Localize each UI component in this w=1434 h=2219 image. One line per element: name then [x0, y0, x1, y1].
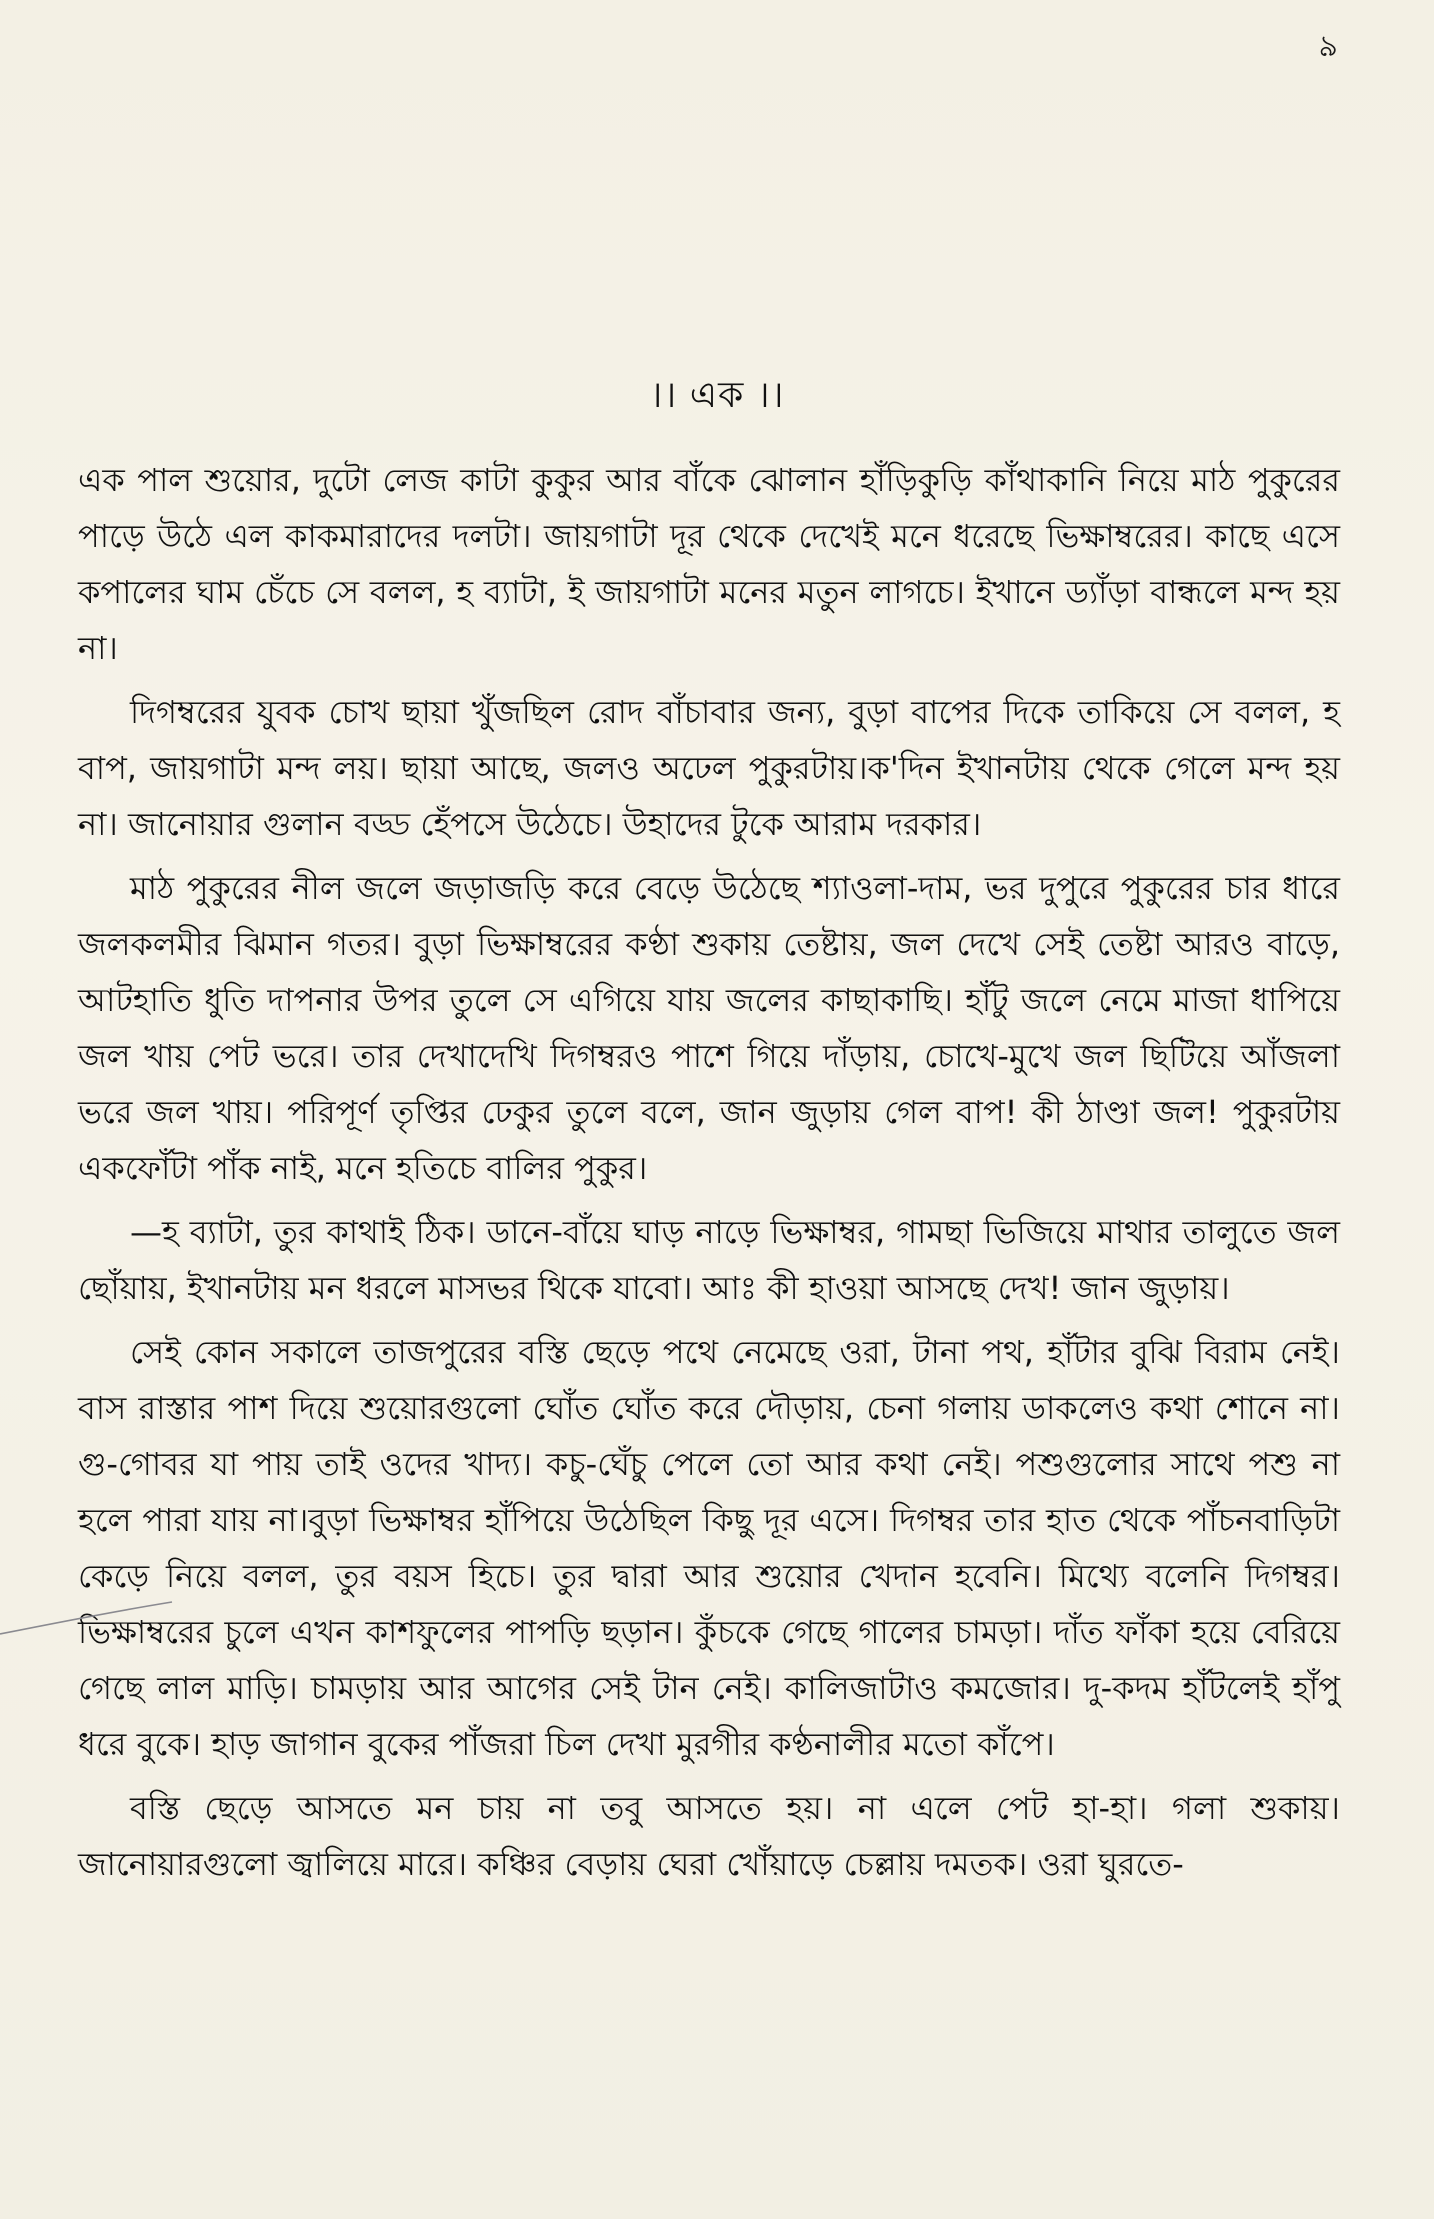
pen-stroke-mark: [0, 1598, 175, 1638]
paragraph: এক পাল শুয়োর, দুটো লেজ কাটা কুকুর আর বাঁকে ঝোলান হাঁড়িকুড়ি কাঁথাকানি নিয়ে মাঠ পুকুরের পাড়ে উঠে এল কাকমারাদের দলটা। জায়গাটা দূর থেকে দেখেই মনে ধরেছে ভিক্ষাম্বরের। কাছে এসে কপালের ঘাম চেঁচে সে বলল, হ ব্যাটা, ই জায়গাটা মনের মতুন লাগচে। ইখানে ড্যাঁড়া বান্ধলে মন্দ হয় না।: [78, 461, 1340, 667]
paragraph: —হ ব্যাটা, তুর কাথাই ঠিক। ডানে-বাঁয়ে ঘাড় নাড়ে ভিক্ষাম্বর, গামছা ভিজিয়ে মাথার তালুতে জল ছোঁয়ায়, ইখানটায় মন ধরলে মাসভর থিকে যাবো। আঃ কী হাওয়া আসছে দেখ! জান জুড়ায়।: [78, 1213, 1340, 1307]
paragraph: সেই কোন সকালে তাজপুরের বস্তি ছেড়ে পথে নেমেছে ওরা, টানা পথ, হাঁটার বুঝি বিরাম নেই। বাস রাস্তার পাশ দিয়ে শুয়োরগুলো ঘোঁত ঘোঁত করে দৌড়ায়, চেনা গলায় ডাকলেও কথা শোনে না। গু-গোবর যা পায় তাই ওদের খাদ্য। কচু-ঘেঁচু পেলে তো আর কথা নেই। পশুগুলোর সাথে পশু না হলে পারা যায় না।বুড়া ভিক্ষাম্বর হাঁপিয়ে উঠেছিল কিছু দূর এসে। দিগম্বর তার হাত থেকে পাঁচনবাড়িটা কেড়ে নিয়ে বলল, তুর বয়স হিচে। তুর দ্বারা আর শুয়োর খেদান হবেনি। মিথ্যে বলেনি দিগম্বর। ভিক্ষাম্বরের চুলে এখন কাশফুলের পাপড়ি ছড়ান। কুঁচকে গেছে গালের চামড়া। দাঁত ফাঁকা হয়ে বেরিয়ে গেছে লাল মাড়ি। চামড়ায় আর আগের সেই টান নেই। কালিজাটাও কমজোর। দু-কদম হাঁটলেই হাঁপু ধরে বুকে। হাড় জাগান বুকের পাঁজরা চিল দেখা মুরগীর কণ্ঠনালীর মতো কাঁপে।: [78, 1333, 1340, 1763]
paragraph: মাঠ পুকুরের নীল জলে জড়াজড়ি করে বেড়ে উঠেছে শ্যাওলা-দাম, ভর দুপুরে পুকুরের চার ধারে জলকলমীর ঝিমান গতর। বুড়া ভিক্ষাম্বরের কণ্ঠা শুকায় তেষ্টায়, জল দেখে সেই তেষ্টা আরও বাড়ে, আটহাতি ধুতি দাপনার উপর তুলে সে এগিয়ে যায় জলের কাছাকাছি। হাঁটু জলে নেমে মাজা ধাপিয়ে জল খায় পেট ভরে। তার দেখাদেখি দিগম্বরও পাশে গিয়ে দাঁড়ায়, চোখে-মুখে জল ছিটিয়ে আঁজলা ভরে জল খায়। পরিপূর্ণ তৃপ্তির ঢেকুর তুলে বলে, জান জুড়ায় গেল বাপ! কী ঠাণ্ডা জল! পুকুরটায় একফোঁটা পাঁক নাই, মনে হতিচে বালির পুকুর।: [78, 869, 1340, 1187]
page-number: ৯: [1318, 29, 1338, 64]
chapter-heading: ।। এক ।।: [649, 375, 785, 416]
paragraph: বস্তি ছেড়ে আসতে মন চায় না তবু আসতে হয়। না এলে পেট হা-হা। গলা শুকায়। জানোয়ারগুলো জ্বালিয়ে মারে। কঞ্চির বেড়ায় ঘেরা খোঁয়াড়ে চেল্লায় দমতক। ওরা ঘুরতে-: [78, 1789, 1340, 1883]
body-text: [78, 452, 1340, 1900]
paragraph: দিগম্বরের যুবক চোখ ছায়া খুঁজছিল রোদ বাঁচাবার জন্য, বুড়া বাপের দিকে তাকিয়ে সে বলল, হ বাপ, জায়গাটা মন্দ লয়। ছায়া আছে, জলও অঢেল পুকুরটায়।ক'দিন ইখানটায় থেকে গেলে মন্দ হয় না। জানোয়ার গুলান বড্ড হেঁপসে উঠেচে। উহাদের টুকে আরাম দরকার।: [78, 693, 1340, 843]
